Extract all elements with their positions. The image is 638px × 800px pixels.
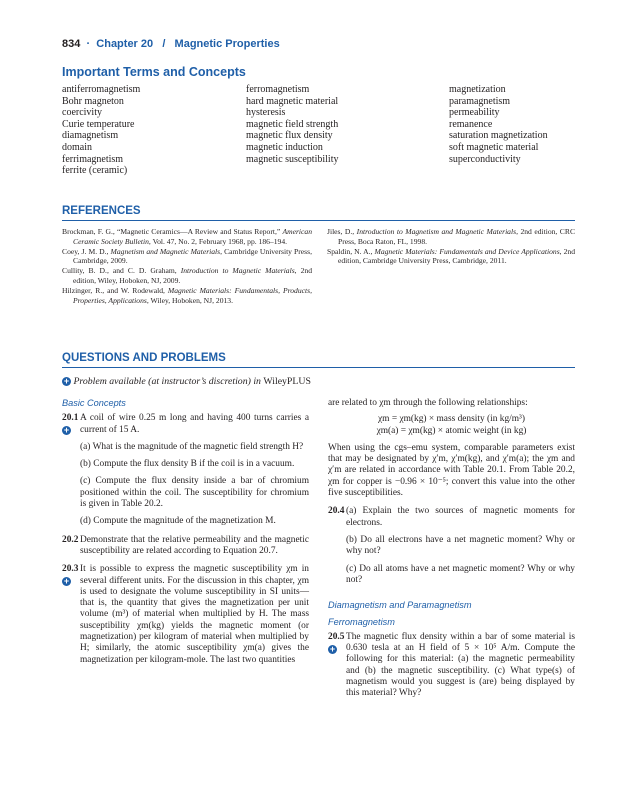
problem-text: The magnetic flux density within a bar of some material is 0.630 tesla at an H field of 5 × 10⁵ A/m. Compute the following for this material: (a) the magnetic permeability and (b) the magnetic susceptibility. (c) What type(s) of magnetism would you suggest is (are) being displayed by this material? Why? — [346, 631, 575, 699]
reference-title: Introduction to Magnetic Materials — [180, 266, 295, 276]
reference-text: Coey, J. M. D., — [62, 246, 111, 256]
problem-part-c: (c) Compute the flux density inside a bar of chromium positioned within the coil. The susceptibility for chromium is given in Table 20.2. — [80, 476, 309, 510]
questions-heading: QUESTIONS AND PROBLEMS — [62, 352, 226, 364]
reference-title: Magnetic Materials: Fundamentals and Device Applications — [374, 246, 560, 256]
references-right-column — [327, 227, 575, 266]
problem-part-b: (b) Do all electrons have a net magnetic moment? Why or why not? — [346, 534, 575, 557]
reference-text: , Vol. 47, No. 2, February 1968, pp. 186–194. — [148, 236, 288, 246]
problem-20-1 — [62, 413, 309, 527]
reference-text: Cullity, B. D., and C. D. Graham, — [62, 266, 181, 276]
term-item: superconductivity — [449, 153, 521, 165]
problem-part-b: (b) Compute the flux density B if the coil is in a vacuum. — [80, 459, 295, 470]
running-header — [62, 38, 280, 50]
term-item: coercivity — [62, 107, 102, 119]
subheading-diamagnetism-paramagnetism: Diamagnetism and Paramagnetism — [328, 600, 472, 611]
subheading-basic-concepts: Basic Concepts — [62, 398, 126, 408]
reference-title: Magnetic Materials: Fundamentals, Products, Properties, Applications — [73, 285, 312, 305]
term-item: paramagnetism — [449, 95, 511, 107]
wileyplus-note-text: Problem available (at instructor’s discretion) in — [73, 376, 264, 387]
reference-text: Spaldin, N. A., — [327, 246, 375, 256]
reference-title: Magnetism and Magnetic Materials — [110, 246, 221, 256]
page-number: 834 — [62, 38, 81, 50]
problem-20-3-instructions: When using the cgs–emu system, comparable parameters exist that may be designated by χ′m, χ′m(kg), and χ′m(a); the χm and χ′m are related in accordance with Table 20.1. From Table 20.2, χm for copper is −0.96 × 10⁻⁵; convert this value into the other five susceptibilities. — [328, 442, 575, 499]
problem-text: It is possible to express the magnetic susceptibility χm in several different units. For the discussion in this chapter, χm is used to designate the volume susceptibility in SI units—that is, the quantity that gives the magnetization per unit volume (m³) of material when multiplied by H. The mass susceptibility χm(kg) yields the magnetic moment (or magnetization) per kilogram of material when multiplied by H; similarly, the atomic susceptibility χm(a) gives the magnetization per kilogram-mole. The last two quantities — [80, 564, 309, 665]
term-item: Curie temperature — [62, 118, 135, 130]
reference-text: Jiles, D., — [327, 227, 357, 236]
problem-part-a: (a) What is the magnitude of the magnetic field strength H? — [80, 441, 304, 452]
term-item: magnetic flux density — [246, 130, 333, 142]
problem-number: 20.3 — [62, 564, 79, 575]
equation-2: χm(a) = χm(kg) × atomic weight (in kg) — [376, 425, 527, 436]
term-item: magnetic induction — [246, 141, 323, 153]
term-item: diamagnetism — [62, 130, 119, 142]
term-item: soft magnetic material — [449, 141, 539, 153]
reference-entry — [327, 247, 575, 267]
problem-text: Demonstrate that the relative permeability and the magnetic susceptibility are related according to Equation 20.7. — [80, 534, 309, 556]
plus-icon: + — [63, 376, 70, 386]
terms-column-2 — [246, 84, 338, 165]
header-slash: / — [162, 38, 166, 50]
reference-entry — [327, 227, 575, 247]
references-rule — [62, 220, 575, 221]
term-item: antiferromagnetism — [62, 84, 141, 95]
problem-number: 20.4 — [328, 506, 345, 517]
reference-entry — [62, 266, 312, 286]
subheading-ferromagnetism: Ferromagnetism — [328, 617, 395, 628]
equation-1: χm = χm(kg) × mass density (in kg/m³) — [378, 414, 525, 425]
problem-20-3-continued: are related to χm through the following relationships: — [328, 398, 528, 408]
questions-right-column — [328, 398, 575, 700]
reference-text: , Wiley, Hoboken, NJ, 2013. — [146, 295, 233, 305]
reference-text: , 2nd edition, Wiley, Hoboken, NJ, 2009. — [73, 266, 313, 285]
reference-title: American Ceramic Society Bulletin — [73, 227, 312, 246]
problem-number: 20.1 — [62, 413, 79, 424]
reference-entry — [62, 247, 312, 267]
references-heading: REFERENCES — [62, 205, 141, 217]
term-item: ferromagnetism — [246, 84, 310, 95]
questions-left-column — [62, 398, 309, 666]
problem-20-4 — [328, 506, 575, 586]
reference-entry — [62, 227, 312, 247]
term-item: domain — [62, 141, 92, 153]
problem-20-2 — [62, 535, 309, 558]
problem-number: 20.2 — [62, 534, 79, 545]
term-item: hysteresis — [246, 107, 286, 119]
term-item: saturation magnetization — [449, 130, 548, 142]
term-item: magnetization — [449, 84, 506, 95]
reference-title: Introduction to Magnetism and Magnetic Materials — [356, 227, 517, 236]
reference-text: , 2nd edition, Cambridge University Press, Cambridge, 2011. — [338, 246, 575, 266]
term-item: hard magnetic material — [246, 95, 339, 107]
problem-text: A coil of wire 0.25 m long and having 400 turns carries a current of 15 A. — [80, 413, 309, 435]
problem-number: 20.5 — [328, 631, 345, 642]
reference-text: Hilzinger, R., and W. Rodewald, — [62, 285, 168, 295]
reference-text: , 2nd edition, CRC Press, Boca Raton, FL, 1998. — [338, 227, 576, 246]
problem-20-3 — [62, 564, 309, 666]
term-item: magnetic field strength — [246, 118, 339, 130]
problem-part-c: (c) Do all atoms have a net magnetic moment? Why or why not? — [346, 563, 575, 585]
terms-heading: Important Terms and Concepts — [62, 65, 246, 79]
references-left-column — [62, 227, 312, 305]
chapter-label: Chapter 20 — [96, 38, 154, 50]
wileyplus-note — [62, 376, 311, 387]
plus-icon: + — [63, 425, 70, 436]
problem-part-a: (a) Explain the two sources of magnetic moments for electrons. — [346, 506, 575, 528]
header-separator: · — [86, 38, 91, 50]
reference-entry — [62, 286, 312, 306]
terms-column-3 — [449, 84, 548, 165]
reference-text: Brockman, F. G., “Magnetic Ceramics—A Review and Status Report,” — [62, 227, 283, 236]
term-item: ferrimagnetism — [62, 153, 124, 165]
wileyplus-brand: WileyPLUS — [263, 376, 311, 387]
term-item: ferrite (ceramic) — [62, 165, 128, 177]
reference-text: , Cambridge University Press, Cambridge, 2009. — [73, 246, 312, 266]
chapter-title: Magnetic Properties — [174, 38, 280, 50]
plus-icon: + — [329, 643, 336, 654]
problem-20-5 — [328, 632, 575, 700]
problem-part-d: (d) Compute the magnitude of the magnetization M. — [80, 516, 276, 527]
terms-column-1 — [62, 84, 140, 177]
questions-rule — [62, 367, 575, 368]
term-item: permeability — [449, 107, 500, 119]
term-item: Bohr magneton — [62, 95, 124, 107]
term-item: remanence — [449, 118, 493, 130]
plus-icon: + — [63, 576, 70, 587]
term-item: magnetic susceptibility — [246, 153, 339, 165]
